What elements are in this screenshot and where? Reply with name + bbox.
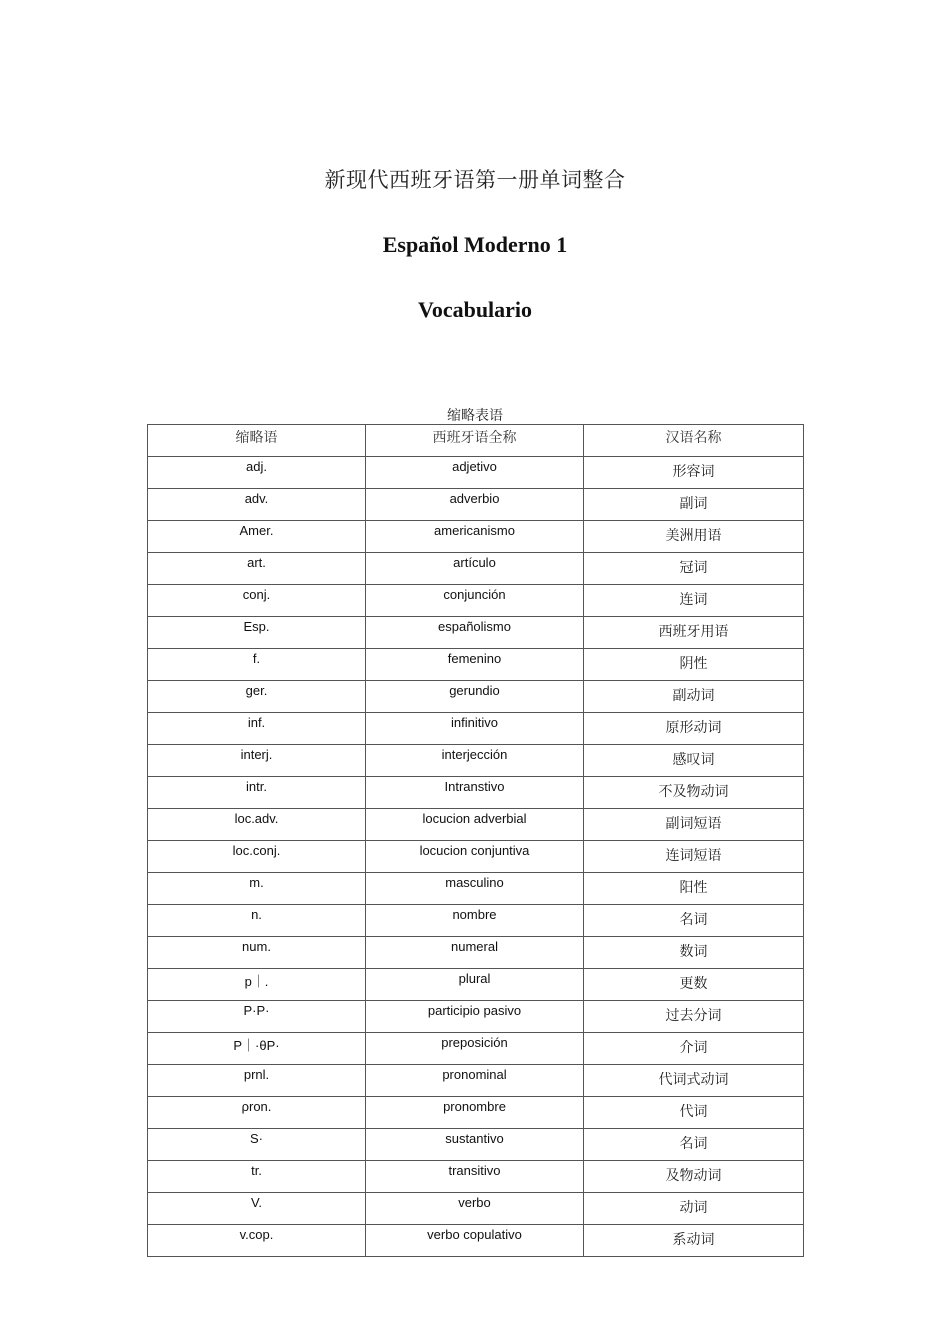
table-row xyxy=(148,1065,804,1097)
table-row xyxy=(148,1129,804,1161)
cell-chinese-name: 不及物动词 xyxy=(584,777,804,809)
cell-abbreviation: Amer. xyxy=(148,521,366,553)
cell-abbreviation: v.cop. xyxy=(148,1225,366,1257)
table-row xyxy=(148,649,804,681)
cell-spanish-full-name: sustantivo xyxy=(366,1129,584,1161)
cell-abbreviation: S· xyxy=(148,1129,366,1161)
table-row xyxy=(148,1193,804,1225)
cell-spanish-full-name: verbo copulativo xyxy=(366,1225,584,1257)
cell-spanish-full-name: femenino xyxy=(366,649,584,681)
cell-chinese-name: 动词 xyxy=(584,1193,804,1225)
table-row xyxy=(148,1033,804,1065)
cell-abbreviation: num. xyxy=(148,937,366,969)
cell-spanish-full-name: locucion conjuntiva xyxy=(366,841,584,873)
cell-chinese-name: 副词 xyxy=(584,489,804,521)
table-row xyxy=(148,745,804,777)
cell-abbreviation: Esp. xyxy=(148,617,366,649)
cell-spanish-full-name: pronombre xyxy=(366,1097,584,1129)
table-row xyxy=(148,457,804,489)
cell-spanish-full-name: conjunción xyxy=(366,585,584,617)
cell-chinese-name: 感叹词 xyxy=(584,745,804,777)
table-header-row xyxy=(148,425,804,457)
cell-spanish-full-name: locucion adverbial xyxy=(366,809,584,841)
cell-chinese-name: 系动词 xyxy=(584,1225,804,1257)
table-body xyxy=(148,457,804,1257)
cell-spanish-full-name: americanismo xyxy=(366,521,584,553)
cell-spanish-full-name: infinitivo xyxy=(366,713,584,745)
cell-abbreviation: ger. xyxy=(148,681,366,713)
cell-abbreviation: f. xyxy=(148,649,366,681)
cell-abbreviation: intr. xyxy=(148,777,366,809)
header-spanish-full-name: 西班牙语全称 xyxy=(366,425,584,457)
table-row xyxy=(148,937,804,969)
table-row xyxy=(148,585,804,617)
cell-spanish-full-name: pronominal xyxy=(366,1065,584,1097)
cell-abbreviation: p｜. xyxy=(148,969,366,1001)
table-row xyxy=(148,873,804,905)
table-row xyxy=(148,1161,804,1193)
cell-abbreviation: V. xyxy=(148,1193,366,1225)
table-row xyxy=(148,489,804,521)
table-row xyxy=(148,553,804,585)
cell-spanish-full-name: verbo xyxy=(366,1193,584,1225)
table-row xyxy=(148,969,804,1001)
cell-spanish-full-name: artículo xyxy=(366,553,584,585)
table-row xyxy=(148,841,804,873)
document-title-spanish: Español Moderno 1 xyxy=(382,232,568,257)
cell-abbreviation: tr. xyxy=(148,1161,366,1193)
cell-abbreviation: conj. xyxy=(148,585,366,617)
cell-abbreviation: m. xyxy=(148,873,366,905)
cell-chinese-name: 原形动词 xyxy=(584,713,804,745)
cell-chinese-name: 介词 xyxy=(584,1033,804,1065)
cell-chinese-name: 阴性 xyxy=(584,649,804,681)
cell-chinese-name: 西班牙用语 xyxy=(584,617,804,649)
cell-chinese-name: 更数 xyxy=(584,969,804,1001)
cell-spanish-full-name: plural xyxy=(366,969,584,1001)
cell-spanish-full-name: Intranstivo xyxy=(366,777,584,809)
table-row xyxy=(148,809,804,841)
cell-chinese-name: 冠词 xyxy=(584,553,804,585)
cell-abbreviation: n. xyxy=(148,905,366,937)
cell-chinese-name: 连词短语 xyxy=(584,841,804,873)
cell-abbreviation: inf. xyxy=(148,713,366,745)
cell-chinese-name: 代词 xyxy=(584,1097,804,1129)
cell-chinese-name: 名词 xyxy=(584,905,804,937)
cell-spanish-full-name: españolismo xyxy=(366,617,584,649)
cell-spanish-full-name: numeral xyxy=(366,937,584,969)
cell-chinese-name: 连词 xyxy=(584,585,804,617)
cell-abbreviation: P｜·θP· xyxy=(148,1033,366,1065)
cell-abbreviation: loc.conj. xyxy=(148,841,366,873)
table-row xyxy=(148,777,804,809)
cell-chinese-name: 过去分词 xyxy=(584,1001,804,1033)
cell-chinese-name: 副动词 xyxy=(584,681,804,713)
table-row xyxy=(148,1097,804,1129)
table-row xyxy=(148,1225,804,1257)
cell-abbreviation: adj. xyxy=(148,457,366,489)
header-chinese-name: 汉语名称 xyxy=(584,425,804,457)
cell-spanish-full-name: masculino xyxy=(366,873,584,905)
cell-spanish-full-name: transitivo xyxy=(366,1161,584,1193)
cell-abbreviation: art. xyxy=(148,553,366,585)
table-row xyxy=(148,521,804,553)
table-row xyxy=(148,681,804,713)
cell-chinese-name: 副词短语 xyxy=(584,809,804,841)
cell-abbreviation: loc.adv. xyxy=(148,809,366,841)
cell-chinese-name: 及物动词 xyxy=(584,1161,804,1193)
table-row xyxy=(148,905,804,937)
header-abbreviation: 缩略语 xyxy=(148,425,366,457)
cell-chinese-name: 名词 xyxy=(584,1129,804,1161)
cell-spanish-full-name: interjección xyxy=(366,745,584,777)
cell-abbreviation: ρron. xyxy=(148,1097,366,1129)
cell-spanish-full-name: gerundio xyxy=(366,681,584,713)
cell-spanish-full-name: adverbio xyxy=(366,489,584,521)
cell-chinese-name: 代词式动词 xyxy=(584,1065,804,1097)
cell-abbreviation: P·P· xyxy=(148,1001,366,1033)
table-row xyxy=(148,617,804,649)
cell-abbreviation: adv. xyxy=(148,489,366,521)
cell-spanish-full-name: preposición xyxy=(366,1033,584,1065)
table-row xyxy=(148,713,804,745)
table-row xyxy=(148,1001,804,1033)
cell-abbreviation: interj. xyxy=(148,745,366,777)
cell-chinese-name: 阳性 xyxy=(584,873,804,905)
document-title-chinese: 新现代西班牙语第一册单词整合 xyxy=(324,168,626,192)
document-subtitle: Vocabulario xyxy=(417,297,533,322)
cell-spanish-full-name: nombre xyxy=(366,905,584,937)
abbreviation-table xyxy=(147,424,804,1257)
cell-spanish-full-name: adjetivo xyxy=(366,457,584,489)
cell-chinese-name: 美洲用语 xyxy=(584,521,804,553)
cell-chinese-name: 数词 xyxy=(584,937,804,969)
table-caption: 缩略表语 xyxy=(447,408,503,424)
cell-chinese-name: 形容词 xyxy=(584,457,804,489)
cell-abbreviation: prnl. xyxy=(148,1065,366,1097)
cell-spanish-full-name: participio pasivo xyxy=(366,1001,584,1033)
